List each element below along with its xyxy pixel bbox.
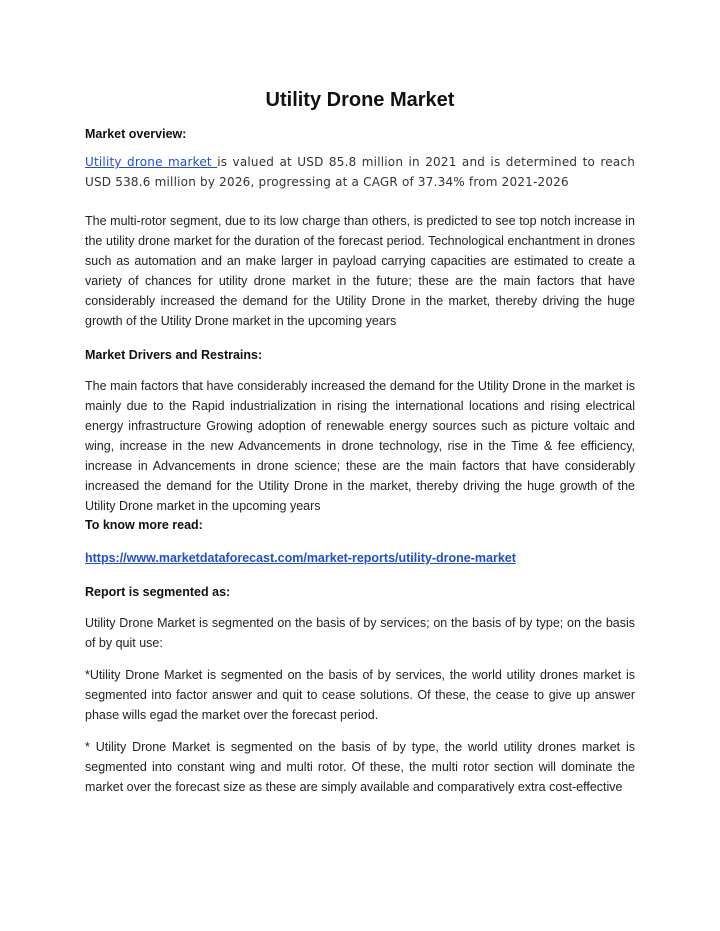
multirotor-paragraph: The multi-rotor segment, due to its low charge than others, is predicted to see top notch increase in the utility drone market for the duration of the forecast period. Technological enchantment in drones such as automation and an make larger in payload carrying capacities are estimated to create a variety of chances for utility drone market in the future; these are the main factors that have considerably increased the demand for the Utility Drone in the market, thereby driving the huge growth of the Utility Drone market in the upcoming years — [85, 214, 635, 328]
drivers-heading: Market Drivers and Restrains: — [85, 348, 263, 362]
utility-drone-market-link[interactable]: Utility drone market — [85, 155, 218, 169]
drivers-paragraph: The main factors that have considerably increased the demand for the Utility Drone in the market is mainly due to the Rapid industrialization in rising the international locations and rising electrical energy infrastructure Growing adoption of renewable energy sources such as picture voltaic and wing, increase in the new Advancements in drone technology, rise in the Time & fee efficiency, increase in Advancements in drone science; these are the main factors that have considerably increased the demand for the Utility Drone in the market, thereby driving the huge growth of the Utility Drone market in the upcoming years — [85, 379, 635, 513]
type-bullet: * Utility Drone Market is segmented on the basis of by type, the world utility drones market is segmented into constant wing and multi rotor. Of these, the multi rotor section will dominate the market over the forecast size as these are simply available and comparatively extra cost-effective — [85, 740, 635, 794]
url-paragraph — [85, 548, 635, 568]
document-body — [85, 86, 635, 797]
page-title: Utility Drone Market — [265, 89, 455, 111]
overview-text: is valued at USD 85.8 million in 2021 and is determined to reach USD 538.6 million by 2026, progressing at a CAGR of 37.34% from 2021-2026 — [85, 155, 635, 189]
report-url-link[interactable]: https://www.marketdataforecast.com/market-reports/utility-drone-market — [85, 551, 516, 565]
overview-paragraph — [85, 152, 635, 192]
overview-heading: Market overview: — [85, 127, 187, 141]
segmented-heading: Report is segmented as: — [85, 585, 231, 599]
know-more-heading: To know more read: — [85, 518, 203, 532]
segmented-paragraph: Utility Drone Market is segmented on the basis of by services; on the basis of by type; on the basis of by quit use: — [85, 616, 635, 650]
services-bullet: *Utility Drone Market is segmented on the basis of by services, the world utility drones market is segmented into factor answer and quit to cease solutions. Of these, the cease to give up answer phase wills egad the market over the forecast period. — [85, 668, 635, 722]
